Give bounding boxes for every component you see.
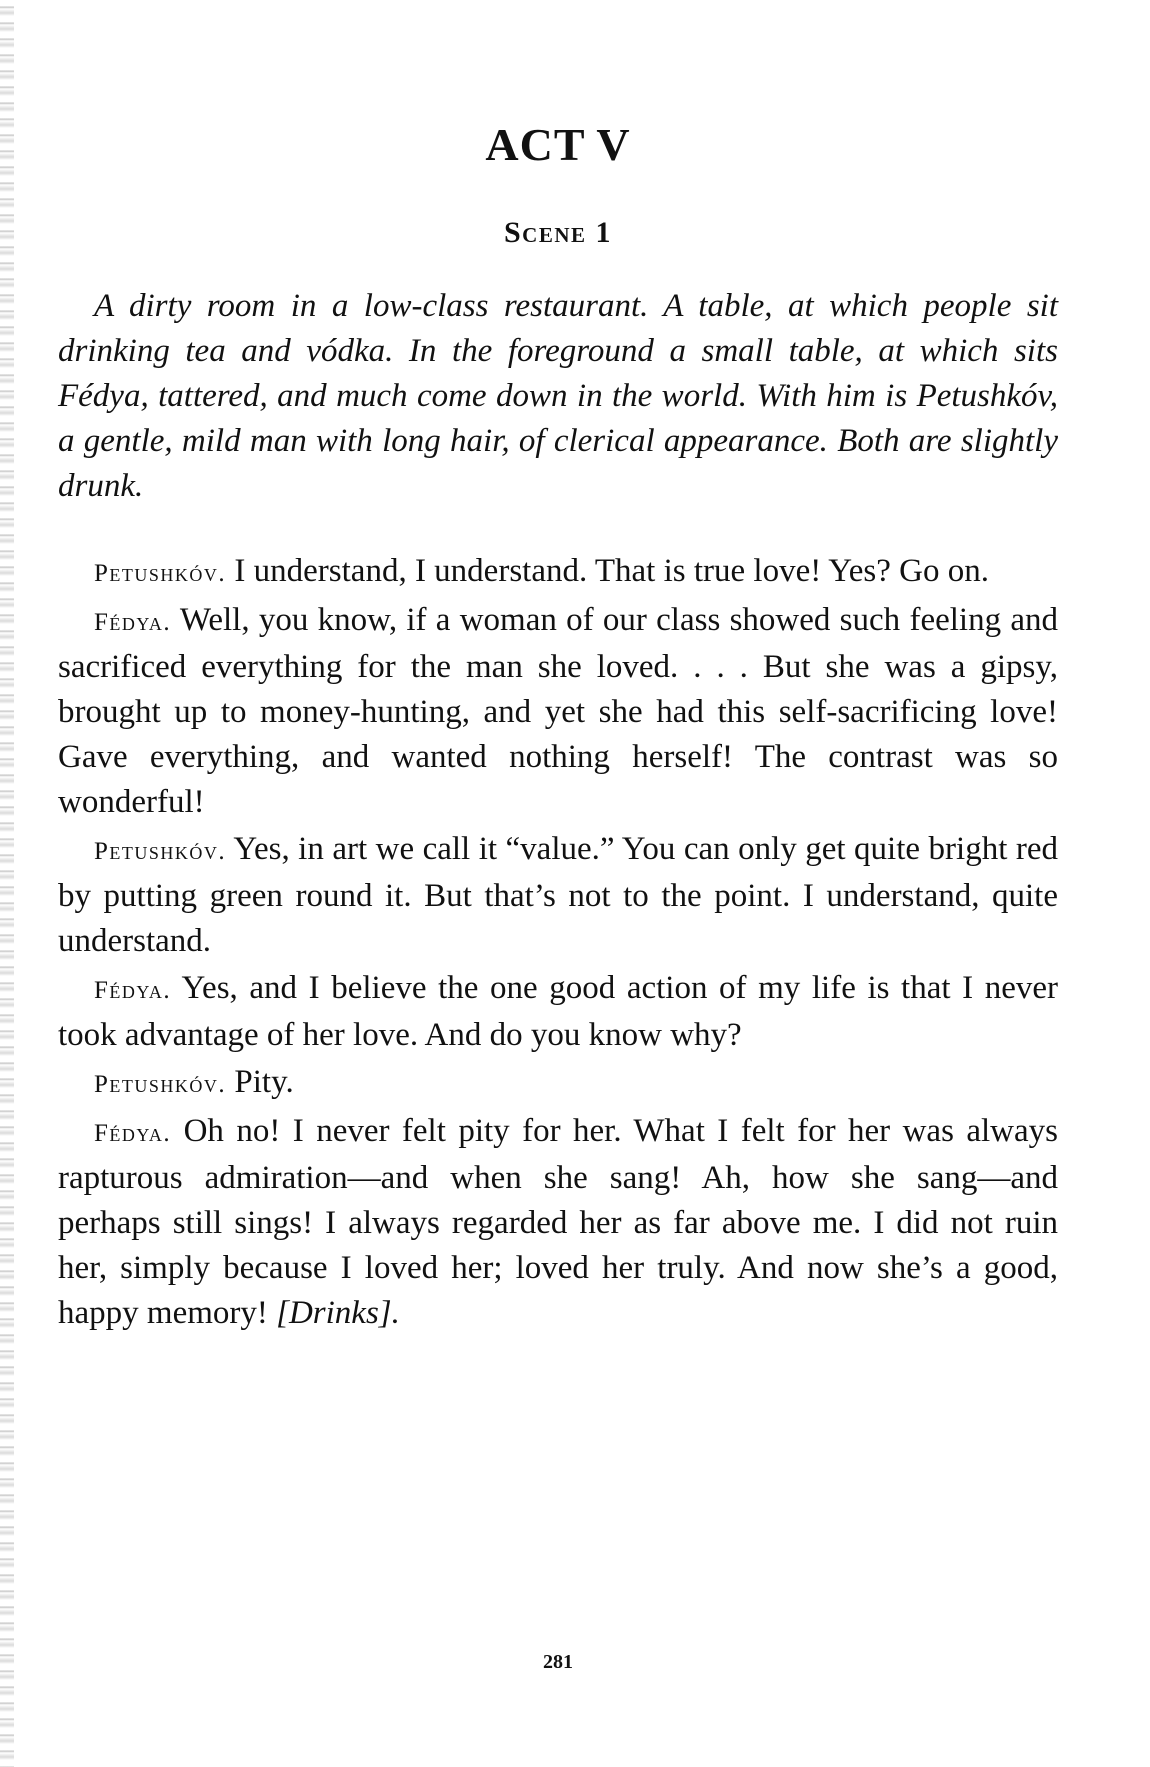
speaker-name: Fédya. [94,1120,172,1147]
speech-text: Well, you know, if a woman of our class showed such feeling and sacrificed everything for the man she loved. . . . But she was a gipsy, brought up to money-hunting, and yet she had this self-sacrificing love! Gave everything, and wanted nothing herself! The contrast was so wonderful! [58,602,1058,820]
book-page [58,118,1058,1673]
speech-paragraph [58,549,1058,596]
stage-direction: A dirty room in a low-class restaurant. A table, at which people sit drinking tea and vódka. In the foreground a small table, at which sits Fédya, tattered, and much come down in the world. With him is Petushkóv, a gentle, mild man with long hair, of clerical appearance. Both are slightly drunk. [58,288,1058,504]
speech-text: Oh no! I never felt pity for her. What I felt for her was always rapturous admiration—and when she sang! Ah, how she sang—and perhaps still sings! I always regarded her as far above me. I did not ruin her, simply because I loved her; loved her truly. And now she’s a good, happy memory! [58,1113,1058,1331]
speech-paragraph [58,966,1058,1058]
dialogue-block [58,549,1058,1336]
stage-direction-inline: [Drinks]. [276,1295,400,1331]
speaker-name: Fédya. [94,609,172,636]
speech-text: Yes, in art we call it “value.” You can only get quite bright red by putting green round it. But that’s not to the point. I understand, quite understand. [58,831,1058,959]
speech-text: Pity. [234,1064,294,1100]
page-number: 281 [543,1651,573,1673]
speech-text: Yes, and I believe the one good action of my life is that I never took advantage of her love. And do you know why? [58,970,1058,1053]
speaker-name: Petushkóv. [94,838,227,865]
speaker-name: Petushkóv. [94,1071,227,1098]
speech-text: I understand, I understand. That is true love! Yes? Go on. [234,553,989,589]
page-edge-shadow [0,0,14,1767]
speech-paragraph [58,1109,1058,1336]
act-title: ACT V [485,119,631,170]
speaker-name: Fédya. [94,977,172,1004]
scene-title: Scene 1 [503,216,613,249]
speaker-name: Petushkóv. [94,560,227,587]
speech-paragraph [58,1060,1058,1107]
speech-paragraph [58,827,1058,964]
speech-paragraph [58,598,1058,825]
